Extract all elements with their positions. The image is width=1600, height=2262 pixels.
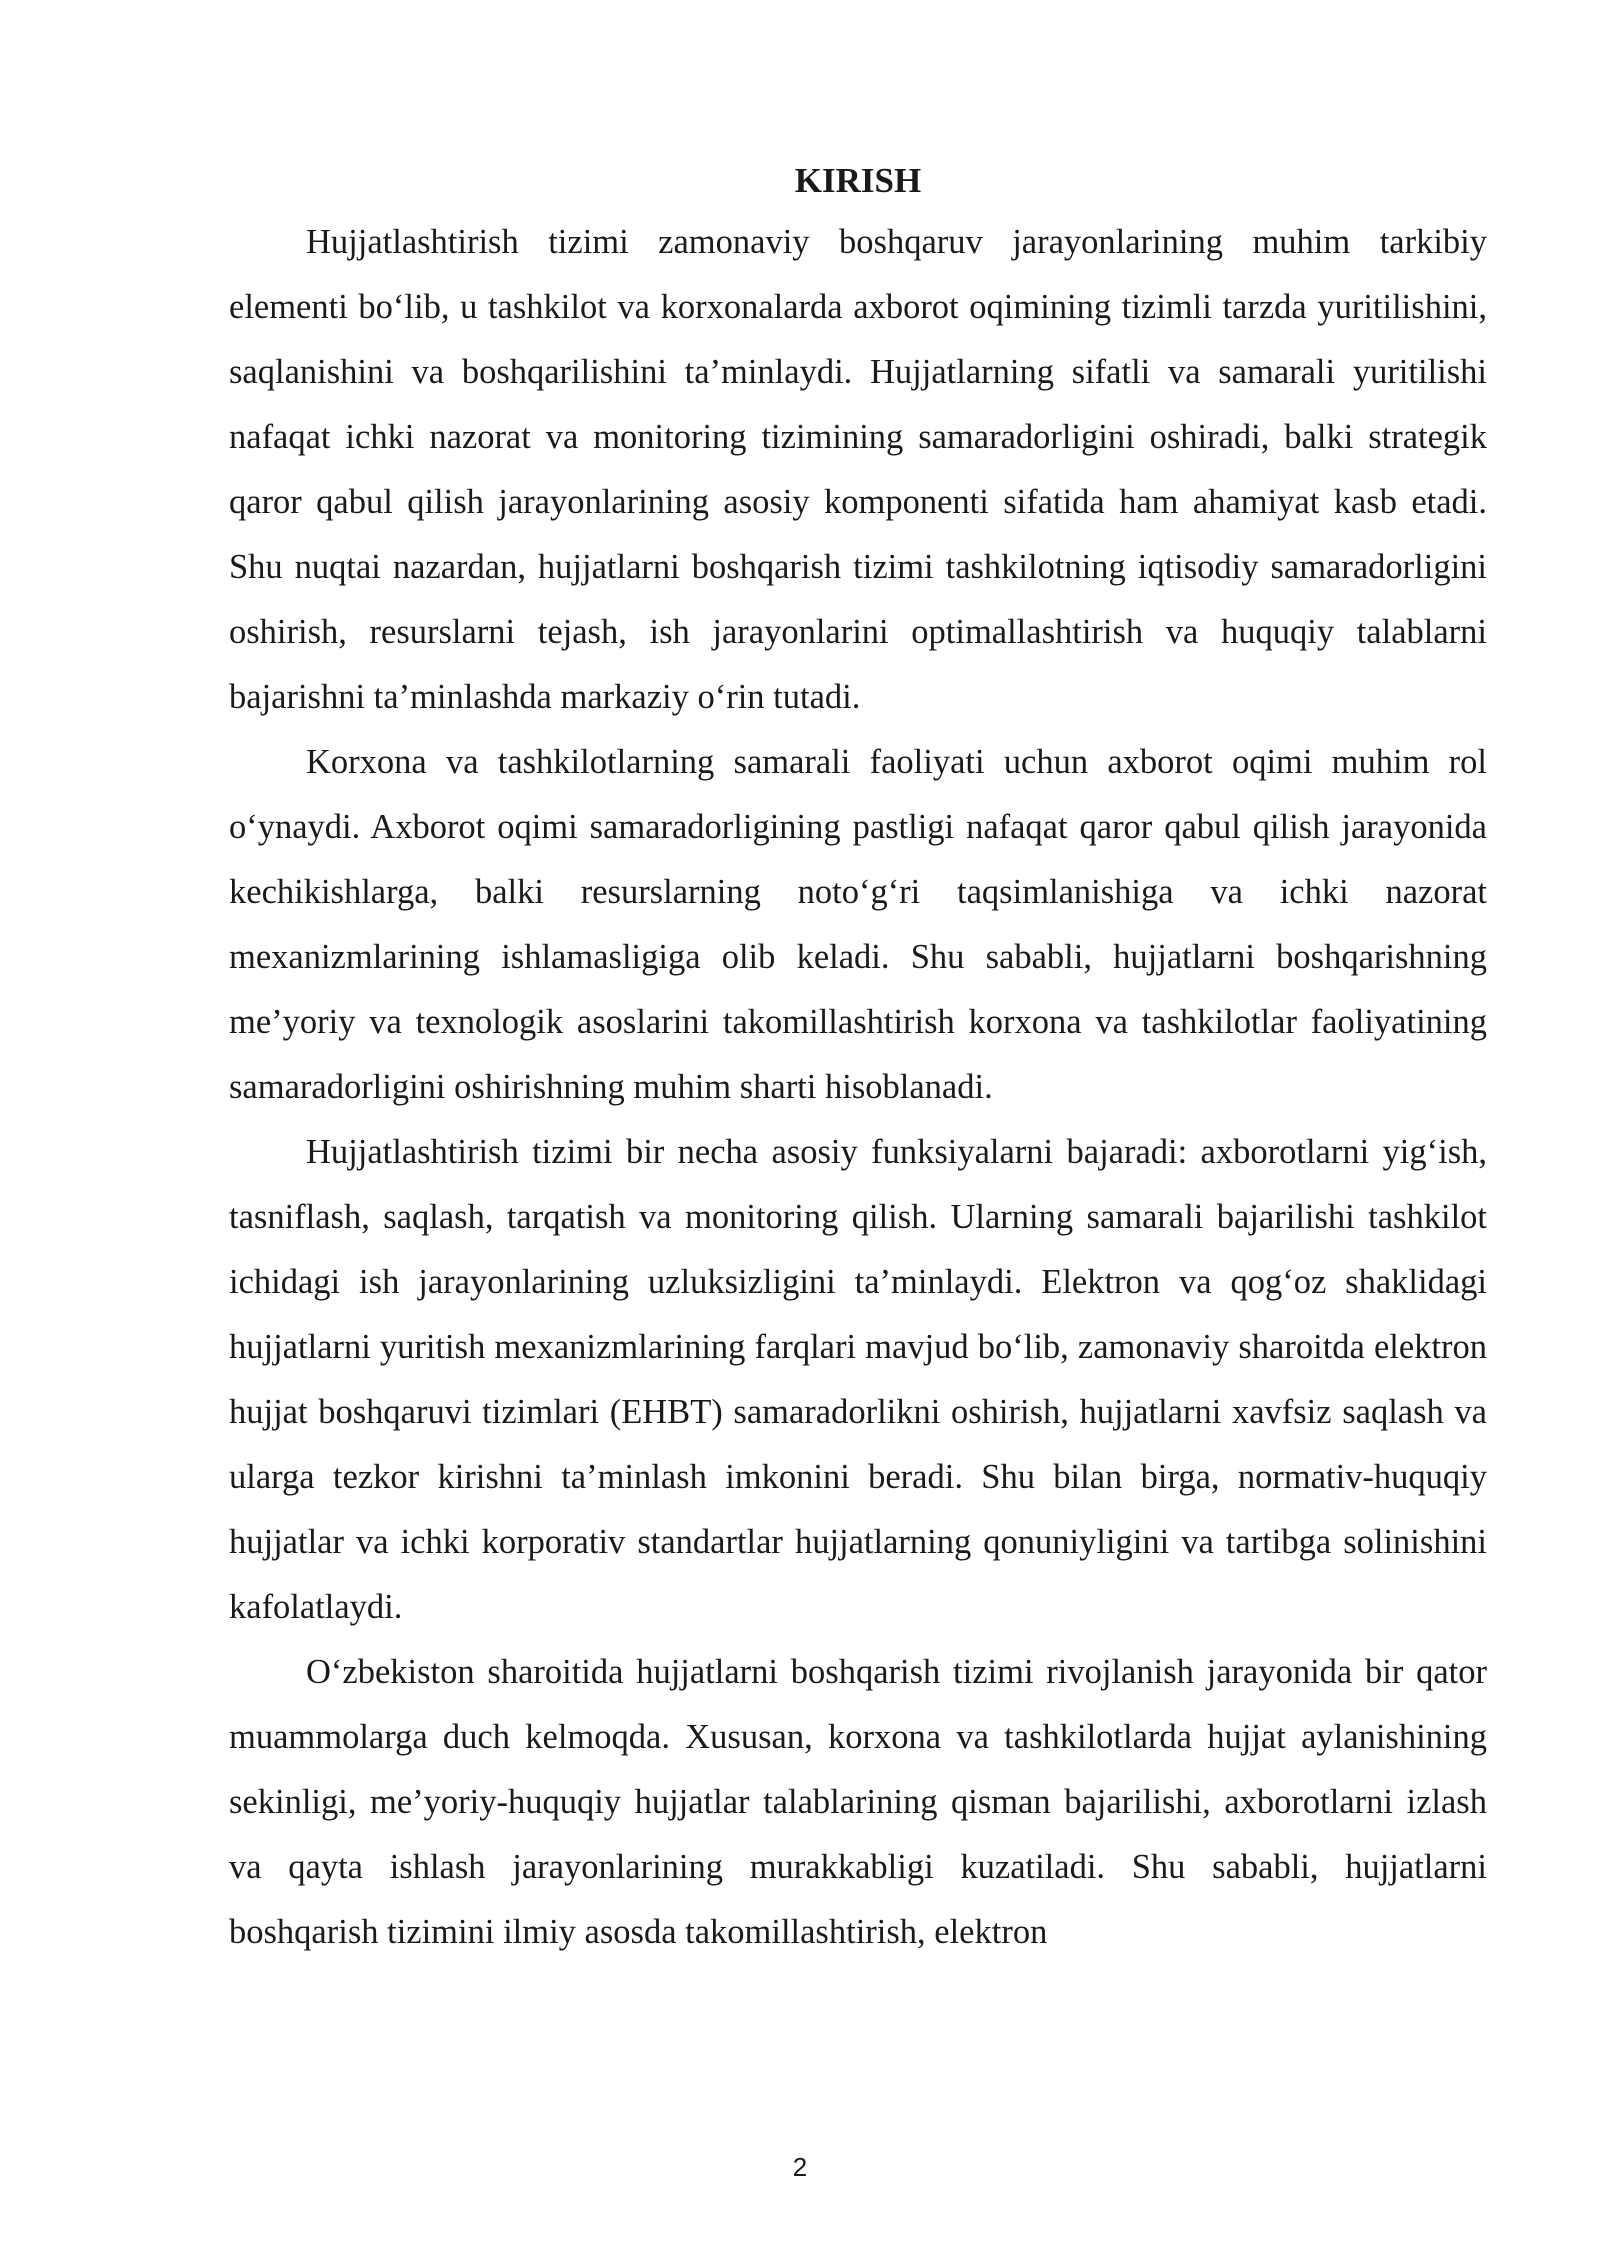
paragraph-4: O‘zbekiston sharoitida hujjatlarni boshqarish tizimi rivojlanish jarayonida bir qator muammolarga duch kelmoqda. Xususan, korxona va tashkilotlarda hujjat aylanishining sekinligi, me’yoriy-huquqiy hujjatlar talablarining qisman bajarilishi, axborotlarni izlash va qayta ishlash jarayonlarining murakkabligi kuzatiladi. Shu sababli, hujjatlarni boshqarish tizimini ilmiy asosda takomillashtirish, elektron (229, 1653, 1487, 1951)
paragraph-3: Hujjatlashtirish tizimi bir necha asosiy funksiyalarni bajaradi: axborotlarni yig‘ish, tasniflash, saqlash, tarqatish va monitoring qilish. Ularning samarali bajarilishi tashkilot ichidagi ish jarayonlarining uzluksizligini ta’minlaydi. Elektron va qog‘oz shaklidagi hujjatlarni yuritish mexanizmlarining farqlari mavjud bo‘lib, zamonaviy sharoitda elektron hujjat boshqaruvi tizimlari (EHBT) samaradorlikni oshirish, hujjatlarni xavfsiz saqlash va ularga tezkor kirishni ta’minlash imkonini beradi. Shu bilan birga, normativ-huquqiy hujjatlar va ichki korporativ standartlar hujjatlarning qonuniyligini va tartibga solinishini kafolatlaydi. (229, 1133, 1487, 1626)
page-number: 2 (792, 2152, 808, 2182)
paragraph-2: Korxona va tashkilotlarning samarali faoliyati uchun axborot oqimi muhim rol o‘ynaydi. Axborot oqimi samaradorligining pastligi nafaqat qaror qabul qilish jarayonida kechikishlarga, balki resurslarning noto‘g‘ri taqsimlanishiga va ichki nazorat mexanizmlarining ishlamasligiga olib keladi. Shu sababli, hujjatlarni boshqarishning me’yoriy va texnologik asoslarini takomillashtirish korxona va tashkilotlar faoliyatining samaradorligini oshirishning muhim sharti hisoblanadi. (229, 743, 1487, 1106)
page-title: KIRISH (794, 161, 922, 200)
document-page (229, 158, 1487, 1965)
paragraph-1: Hujjatlashtirish tizimi zamonaviy boshqaruv jarayonlarining muhim tarkibiy elementi bo‘lib, u tashkilot va korxonalarda axborot oqimining tizimli tarzda yuritilishini, saqlanishini va boshqarilishini ta’minlaydi. Hujjatlarning sifatli va samarali yuritilishi nafaqat ichki nazorat va monitoring tizimining samaradorligini oshiradi, balki strategik qaror qabul qilish jarayonlarining asosiy komponenti sifatida ham ahamiyat kasb etadi. Shu nuqtai nazardan, hujjatlarni boshqarish tizimi tashkilotning iqtisodiy samaradorligini oshirish, resurslarni tejash, ish jarayonlarini optimallashtirish va huquqiy talablarni bajarishni ta’minlashda markaziy o‘rin tutadi. (229, 223, 1487, 716)
